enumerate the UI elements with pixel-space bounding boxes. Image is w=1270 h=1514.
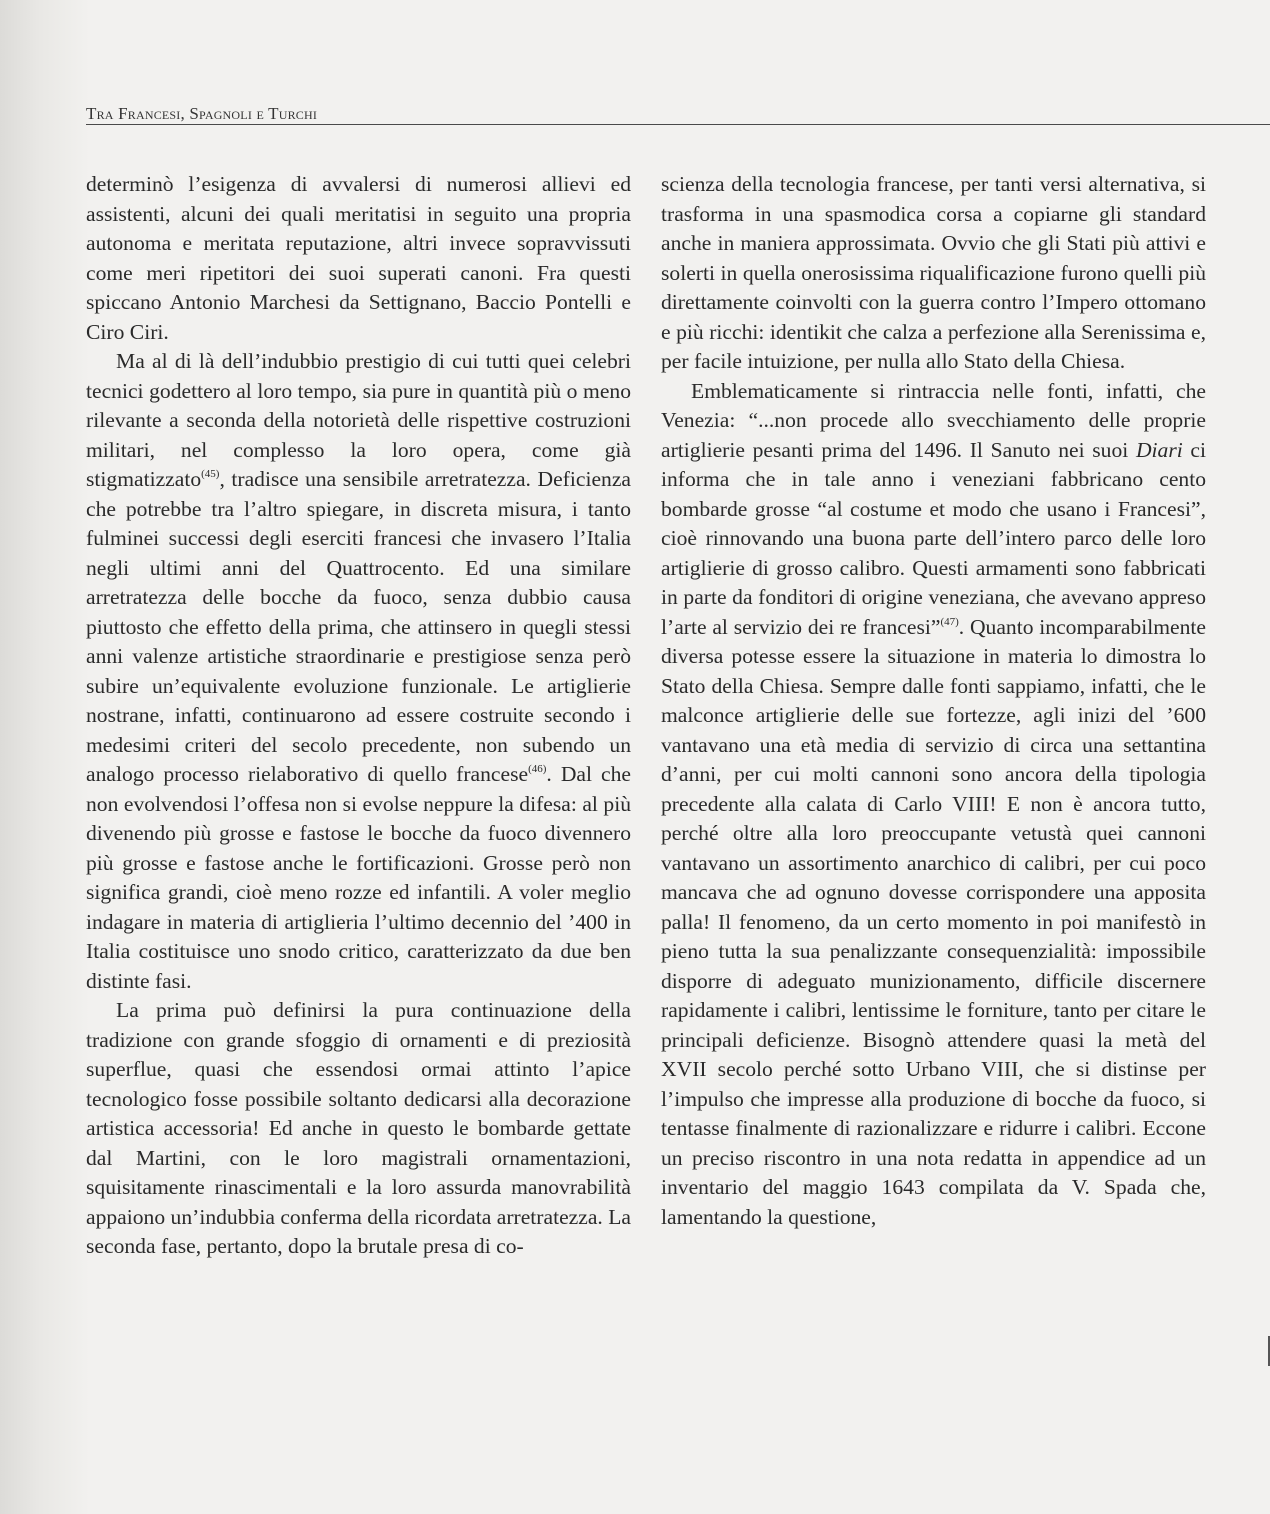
paragraph-text: , tradisce una sensibile arretratezza. Deficienza che potrebbe tra l’altro spiegare, in discreta misura, i tanto fulminei successi degli eserciti francesi che invasero l’Italia negli ultimi anni del Quattrocento. Ed una similare arretratezza delle bocche da fuoco, senza dubbio causa piuttosto che effetto della prima, che attinsero in quegli stessi anni valenze artistiche straordinarie e prestigiose senza però subire un’equivalente evoluzione funzionale. Le artiglierie nostrane, infatti, continuarono ad essere costruite secondo i medesimi criteri del secolo precedente, non subendo un analogo processo rielaborativo di quello francese [86, 467, 631, 786]
paragraph [661, 377, 1206, 1233]
paragraph-text: La prima può definirsi la pura continuazione della tradizione con grande sfoggio di ornamenti e di preziosità superflue, quasi che essendosi ormai attinto l’apice tecnologico fosse possibile soltanto dedicarsi alla decorazione artistica accessoria! Ed anche in questo le bombarde gettate dal Martini, con le loro magistrali ornamentazioni, squisitamente rinascimentali e la loro assurda manovrabilità appaiono un’indubbia conferma della ricordata arretratezza. La seconda fase, pertanto, dopo la brutale presa di co- [86, 998, 631, 1258]
footnote-ref: (47) [940, 615, 959, 628]
running-header: Tra Francesi, Spagnoli e Turchi [86, 104, 318, 123]
paragraph-text: ci informa che in tale anno i veneziani fabbricano cento bombarde grosse “al costume et modo che usano i Francesi”, cioè rinnovando una buona parte dell’intero parco delle loro artiglierie di grosso calibro. Questi armamenti sono fabbricati in parte da fonditori di origine veneziana, che avevano appreso l’arte al servizio dei re francesi” [661, 437, 1207, 639]
footnote-ref: (45) [201, 468, 220, 480]
page-binding-shadow [0, 0, 90, 1514]
header-rule [86, 124, 1270, 125]
work-title: Diari [1135, 437, 1183, 462]
paragraph-text: determinò l’esigenza di avvalersi di numerosi allievi ed assistenti, alcuni dei quali meritatisi in seguito una propria autonoma e meritata reputazione, altri invece sopravvissuti come meri ripetitori dei suoi superati canoni. Fra questi spiccano Antonio Marchesi da Settignano, Baccio Pontelli e Ciro Ciri. [86, 172, 631, 344]
paragraph-text: scienza della tecnologia francese, per tanti versi alternativa, si trasforma in una spasmodica corsa a copiarne gli standard anche in maniera approssimata. Ovvio che gli Stati più attivi e solerti in quella onerosissima riqualificazione furono quelli più direttamente coinvolti con la guerra contro l’Impero ottomano e più ricchi: identikit che calza a perfezione alla Serenissima e, per facile intuizione, per nulla allo Stato della Chiesa. [661, 172, 1206, 373]
paragraph [86, 347, 631, 996]
footnote-ref: (46) [528, 763, 547, 775]
paragraph-text: . Quanto incomparabilmente diversa potesse essere la situazione in materia lo dimostra lo Stato della Chiesa. Sempre dalle fonti sappiamo, infatti, che le malconce artiglierie delle sue fortezze, agli inizi del ’600 vantavano una età media di servizio di circa una settantina d’anni, per cui molti cannoni sono ancora della tipologia precedente alla calata di Carlo VIII! E non è ancora tutto, perché oltre alla loro preoccupante vetustà quei cannoni vantavano un assortimento anarchico di calibri, per cui poco mancava che ad ognuno dovesse corrispondere una apposita palla! Il fenomeno, da un certo momento in poi manifestò in pieno tutta la sua penalizzante consequenzialità: impossibile disporre di adeguato munizionamento, difficile discernere rapidamente i calibri, lentissime le forniture, tanto per citare le principali deficienze. Bisognò attendere quasi la metà del XVII secolo perché sotto Urbano VIII, che si distinse per l’impulso che impresse alla produzione di bocche da fuoco, si tentasse finalmente di razionalizzare e ridurre i calibri. Eccone un preciso riscontro in una nota redatta in appendice ad un inventario del maggio 1643 compilata da V. Spada che, lamentando la questione, [661, 614, 1206, 1229]
right-column [661, 170, 1206, 1232]
paragraph-text: Emblematicamente si rintraccia nelle fonti, infatti, che Venezia: “...non procede allo svecchiamento delle proprie artiglierie pesanti prima del 1496. Il Sanuto nei suoi [661, 378, 1206, 462]
paragraph-text: . Dal che non evolvendosi l’offesa non si evolse neppure la difesa: al più divenendo più grosse e fastose le bocche da fuoco divennero più grosse e fastose anche le fortificazioni. Grosse però non significa grandi, cioè meno rozze ed infantili. A voler meglio indagare in materia di artiglieria l’ultimo decennio del ’400 in Italia costituisce uno snodo critico, caratterizzato da due ben distinte fasi. [86, 762, 631, 993]
paragraph [661, 170, 1206, 377]
paragraph [86, 170, 631, 347]
left-column [86, 170, 631, 1262]
paragraph-text: Ma al di là dell’indubbio prestigio di cui tutti quei celebri tecnici godettero al loro tempo, sia pure in quantità più o meno rilevante a seconda della notorietà delle rispettive costruzioni militari, nel complesso la loro opera, come già stigmatizzato [86, 349, 631, 491]
paragraph [86, 996, 631, 1262]
